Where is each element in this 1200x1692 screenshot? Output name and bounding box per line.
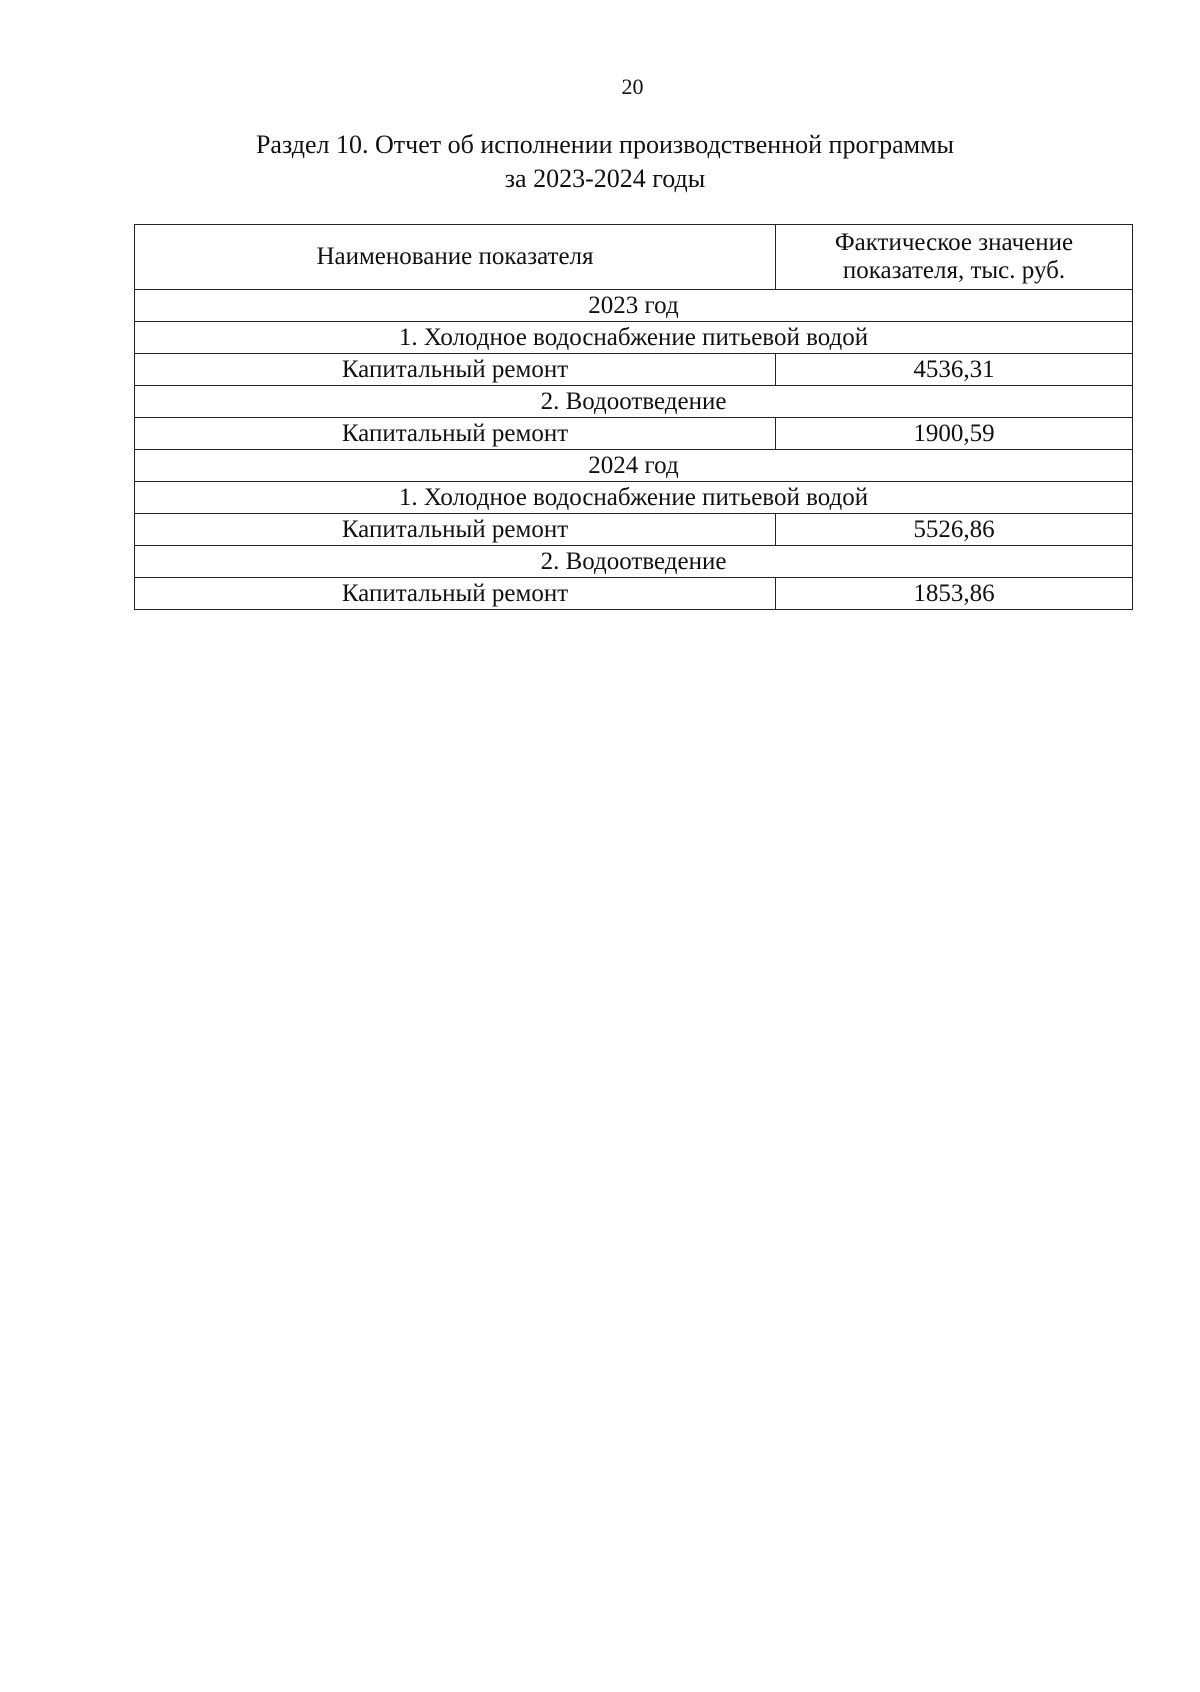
section-row: [135, 386, 1133, 418]
indicator-name-cell: Капитальный ремонт: [135, 418, 776, 450]
section-label: 1. Холодное водоснабжение питьевой водой: [135, 482, 1133, 514]
section-row: [135, 482, 1133, 514]
header-actual-value: Фактическое значение показателя, тыс. руб.: [776, 225, 1133, 290]
indicator-name-cell: Капитальный ремонт: [135, 578, 776, 610]
table-row: [135, 578, 1133, 610]
year-row-2023: [135, 290, 1133, 322]
indicator-value-cell: 1853,86: [776, 578, 1133, 610]
section-row: [135, 546, 1133, 578]
section-label: 2. Водоотведение: [135, 386, 1133, 418]
document-title-line-1: Раздел 10. Отчет об исполнении производственной программы: [255, 130, 955, 159]
year-label: 2023 год: [135, 290, 1133, 322]
table-row: [135, 354, 1133, 386]
page-number: 20: [621, 74, 644, 99]
indicator-name-cell: Капитальный ремонт: [135, 354, 776, 386]
section-label: 1. Холодное водоснабжение питьевой водой: [135, 322, 1133, 354]
table-row: [135, 514, 1133, 546]
document-title-line-2: за 2023-2024 годы: [504, 164, 706, 193]
indicator-name-cell: Капитальный ремонт: [135, 514, 776, 546]
section-label: 2. Водоотведение: [135, 546, 1133, 578]
header-indicator-name: Наименование показателя: [135, 225, 776, 290]
year-label: 2024 год: [135, 450, 1133, 482]
table-header-row: [135, 225, 1133, 290]
year-row-2024: [135, 450, 1133, 482]
section-row: [135, 322, 1133, 354]
document-title: [0, 128, 1200, 196]
indicator-value-cell: 4536,31: [776, 354, 1133, 386]
indicator-value-cell: 1900,59: [776, 418, 1133, 450]
table-row: [135, 418, 1133, 450]
indicator-value-cell: 5526,86: [776, 514, 1133, 546]
report-table: [134, 224, 1133, 610]
